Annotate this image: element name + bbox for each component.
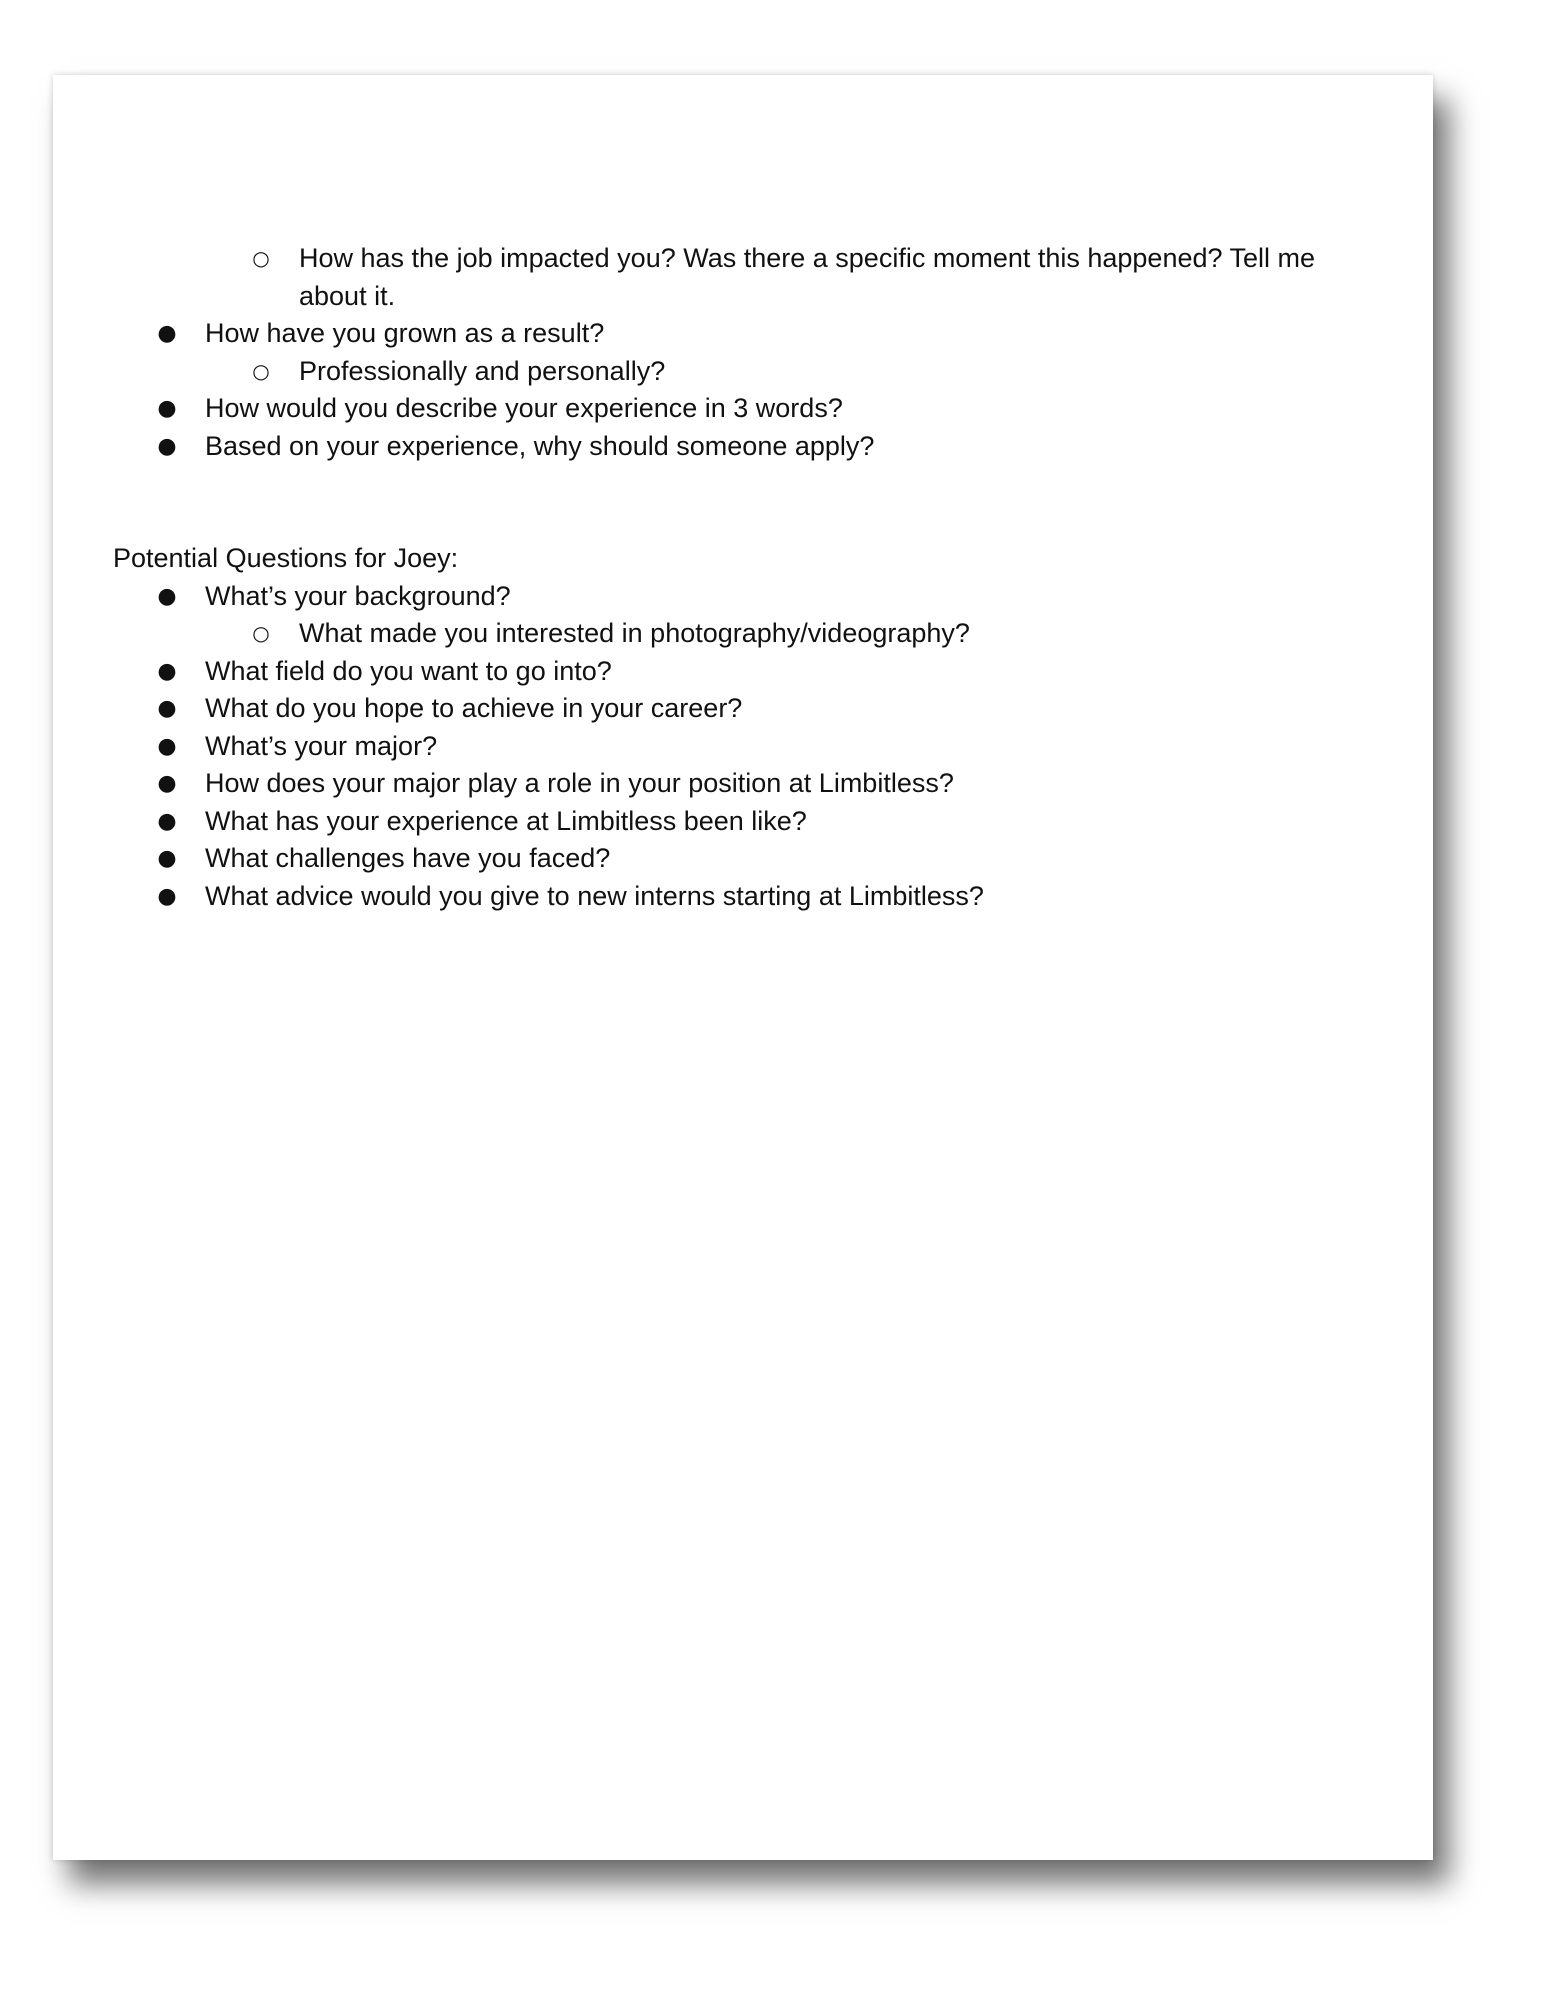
hollow-bullet-icon: ○ — [252, 358, 270, 383]
question-list-continued — [113, 240, 1373, 465]
hollow-bullet-icon: ○ — [252, 246, 270, 270]
filled-bullet-icon: ● — [157, 658, 177, 684]
list-item — [113, 315, 1373, 353]
document-page — [53, 75, 1433, 1860]
list-item — [113, 878, 1373, 916]
list-item-text: What has your experience at Limbitless been like? — [205, 805, 807, 836]
filled-bullet-icon: ● — [157, 396, 177, 421]
list-item — [113, 765, 1373, 803]
filled-bullet-icon: ● — [157, 733, 177, 759]
filled-bullet-icon: ● — [157, 321, 177, 346]
list-item — [113, 653, 1373, 691]
list-item — [113, 803, 1373, 841]
list-item-text: What made you interested in photography/videography? — [299, 618, 970, 648]
list-item-text: How would you describe your experience in 3 words? — [205, 393, 843, 423]
filled-bullet-icon: ● — [157, 883, 177, 909]
filled-bullet-icon: ● — [157, 846, 177, 871]
list-item-text: What do you hope to achieve in your career? — [205, 693, 743, 723]
list-item-text: How does your major play a role in your position at Limbitless? — [205, 768, 954, 798]
list-item — [113, 390, 1373, 428]
list-item-text: What advice would you give to new interns starting at Limbitless? — [205, 880, 984, 911]
list-item-text: How have you grown as a result? — [205, 318, 605, 348]
list-item — [113, 690, 1373, 728]
filled-bullet-icon: ● — [157, 771, 177, 796]
filled-bullet-icon: ● — [157, 696, 177, 721]
filled-bullet-icon: ● — [157, 433, 177, 459]
list-item — [113, 615, 1373, 653]
section-heading: Potential Questions for Joey: — [113, 543, 459, 573]
hollow-bullet-icon: ○ — [252, 621, 270, 645]
list-item-text: What field do you want to go into? — [205, 655, 612, 686]
list-item-text: How has the job impacted you? Was there a specific moment this happened? Tell me about it. — [299, 243, 1316, 311]
section-gap — [113, 465, 1373, 540]
filled-bullet-icon: ● — [157, 808, 177, 834]
list-item — [113, 353, 1373, 391]
list-item-text: Professionally and personally? — [299, 355, 666, 386]
list-item — [113, 578, 1373, 616]
list-item-text: Based on your experience, why should someone apply? — [205, 430, 875, 461]
list-item — [113, 240, 1373, 315]
list-item-text: What challenges have you faced? — [205, 843, 611, 873]
question-list-joey — [113, 578, 1373, 916]
filled-bullet-icon: ● — [157, 583, 177, 609]
list-item — [113, 728, 1373, 766]
list-item-text: What’s your major? — [205, 730, 438, 761]
document-body — [113, 240, 1373, 915]
list-item — [113, 428, 1373, 466]
list-item-text: What’s your background? — [205, 580, 511, 611]
list-item — [113, 840, 1373, 878]
